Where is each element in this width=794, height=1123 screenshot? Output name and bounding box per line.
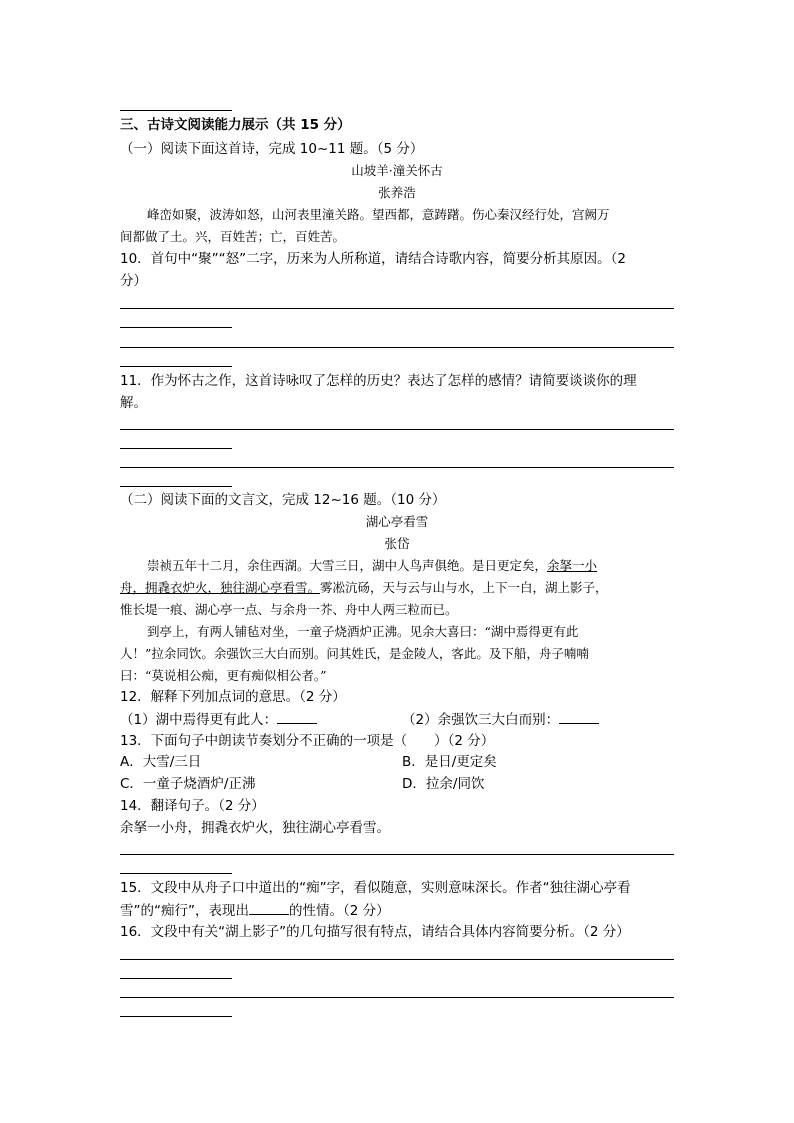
underlined-sentence-part-2: 舟，拥毳衣炉火，独往湖心亭看雪。 bbox=[120, 580, 321, 595]
passage-p2-line-3: 曰：“莫说相公痴，更有痴似相公者。” bbox=[120, 668, 327, 683]
passage-p1-line-3: 惟长堤一痕、湖心亭一点、与余舟一芥、舟中人两三粒而已。 bbox=[120, 602, 458, 617]
poem-author: 张养浩 bbox=[378, 185, 416, 200]
question-12-item-1-text: （1）湖中焉得更有此人： bbox=[120, 712, 278, 728]
answer-line-11a[interactable] bbox=[120, 429, 674, 430]
option-c[interactable]: C．一童子烧酒炉/正沸 bbox=[120, 776, 256, 792]
part2-instruction: （二）阅读下面的文言文，完成 12~16 题。（10 分） bbox=[120, 492, 446, 508]
question-12-item-2-text: （2）余强饮三大白而别： bbox=[402, 712, 560, 728]
answer-line-11b[interactable] bbox=[120, 448, 232, 449]
question-14: 14．翻译句子。（2 分） bbox=[120, 798, 265, 814]
question-10-line-1: 10．首句中“聚”“怒”二字，历来为人所称道，请结合诗歌内容，简要分析其原因。（2 bbox=[120, 251, 626, 267]
underlined-sentence-part-1: 余拏一小 bbox=[547, 558, 598, 573]
question-12-item-2 bbox=[402, 709, 599, 730]
answer-line-11c[interactable] bbox=[120, 467, 674, 468]
answer-line-16a[interactable] bbox=[120, 959, 674, 960]
answer-line-10d[interactable] bbox=[120, 366, 232, 367]
question-15-line-2-text-b: 的性情。（2 分） bbox=[288, 903, 390, 919]
question-12-item-1 bbox=[120, 709, 317, 730]
question-16: 16．文段中有关“湖上影子”的几句描写很有特点，请结合具体内容简要分析。（2 分） bbox=[120, 924, 630, 940]
passage-p2-line-1: 到亭上，有两人铺毡对坐，一童子烧酒炉正沸。见余大喜曰：“湖中焉得更有此 bbox=[147, 624, 579, 639]
poem-line-2: 间都做了土。兴，百姓苦；亡，百姓苦。 bbox=[120, 229, 346, 244]
passage-p1-line-1-text: 崇祯五年十二月，余住西湖。大雪三日，湖中人鸟声俱绝。是日更定矣， bbox=[147, 558, 548, 573]
answer-line-10b[interactable] bbox=[120, 327, 232, 328]
answer-line-14b[interactable] bbox=[120, 873, 232, 874]
question-13: 13．下面句子中朗读节奏划分不正确的一项是（ ）（2 分） bbox=[120, 733, 495, 749]
passage-p1-line-2 bbox=[120, 578, 608, 598]
answer-blank-12-1[interactable] bbox=[277, 709, 317, 724]
question-11-line-1: 11．作为怀古之作，这首诗咏叹了怎样的历史？表达了怎样的感情？请简要谈谈你的理 bbox=[120, 373, 637, 389]
poem-title: 山坡羊·潼关怀古 bbox=[351, 163, 443, 178]
section-title: 三、古诗文阅读能力展示（共 15 分） bbox=[120, 117, 351, 133]
question-14-sentence: 余拏一小舟，拥毳衣炉火，独往湖心亭看雪。 bbox=[120, 820, 390, 836]
text-title: 湖心亭看雪 bbox=[365, 514, 429, 529]
question-15-line-2 bbox=[120, 900, 390, 921]
question-15-line-1: 15．文段中从舟子口中道出的“痴”字，看似随意，实则意味深长。作者“独往湖心亭看 bbox=[120, 880, 631, 896]
top-rule bbox=[120, 110, 232, 111]
passage-p2-line-2: 人！”拉余同饮。余强饮三大白而别。问其姓氏，是金陵人，客此。及下船，舟子喃喃 bbox=[120, 646, 589, 661]
answer-line-14a[interactable] bbox=[120, 854, 674, 855]
question-15-line-2-text-a: 雪”的“痴行”，表现出 bbox=[120, 903, 249, 919]
passage-p1-line-1 bbox=[147, 556, 597, 576]
answer-line-16c[interactable] bbox=[120, 997, 674, 998]
passage-p1-line-2-text: 雾凇沆砀，天与云与山与水，上下一白，湖上影子， bbox=[320, 580, 608, 595]
option-b[interactable]: B．是日/更定矣 bbox=[402, 754, 497, 770]
option-a[interactable]: A．大雪/三日 bbox=[120, 754, 202, 770]
part1-instruction: （一）阅读下面这首诗，完成 10~11 题。（5 分） bbox=[120, 141, 424, 157]
answer-line-10a[interactable] bbox=[120, 308, 674, 309]
question-10-line-2: 分） bbox=[120, 273, 147, 289]
answer-blank-15[interactable] bbox=[249, 900, 289, 915]
answer-line-16d[interactable] bbox=[120, 1016, 232, 1017]
answer-line-10c[interactable] bbox=[120, 347, 674, 348]
question-12: 12．解释下列加点词的意思。（2 分） bbox=[120, 689, 346, 705]
poem-line-1: 峰峦如聚，波涛如怒，山河表里潼关路。望西都，意踌躇。伤心秦汉经行处，宫阙万 bbox=[147, 207, 610, 222]
answer-blank-12-2[interactable] bbox=[559, 709, 599, 724]
text-author: 张岱 bbox=[384, 536, 410, 551]
question-11-line-2: 解。 bbox=[120, 395, 147, 411]
answer-line-16b[interactable] bbox=[120, 978, 232, 979]
option-d[interactable]: D．拉余/同饮 bbox=[402, 776, 485, 792]
answer-line-11d[interactable] bbox=[120, 486, 232, 487]
